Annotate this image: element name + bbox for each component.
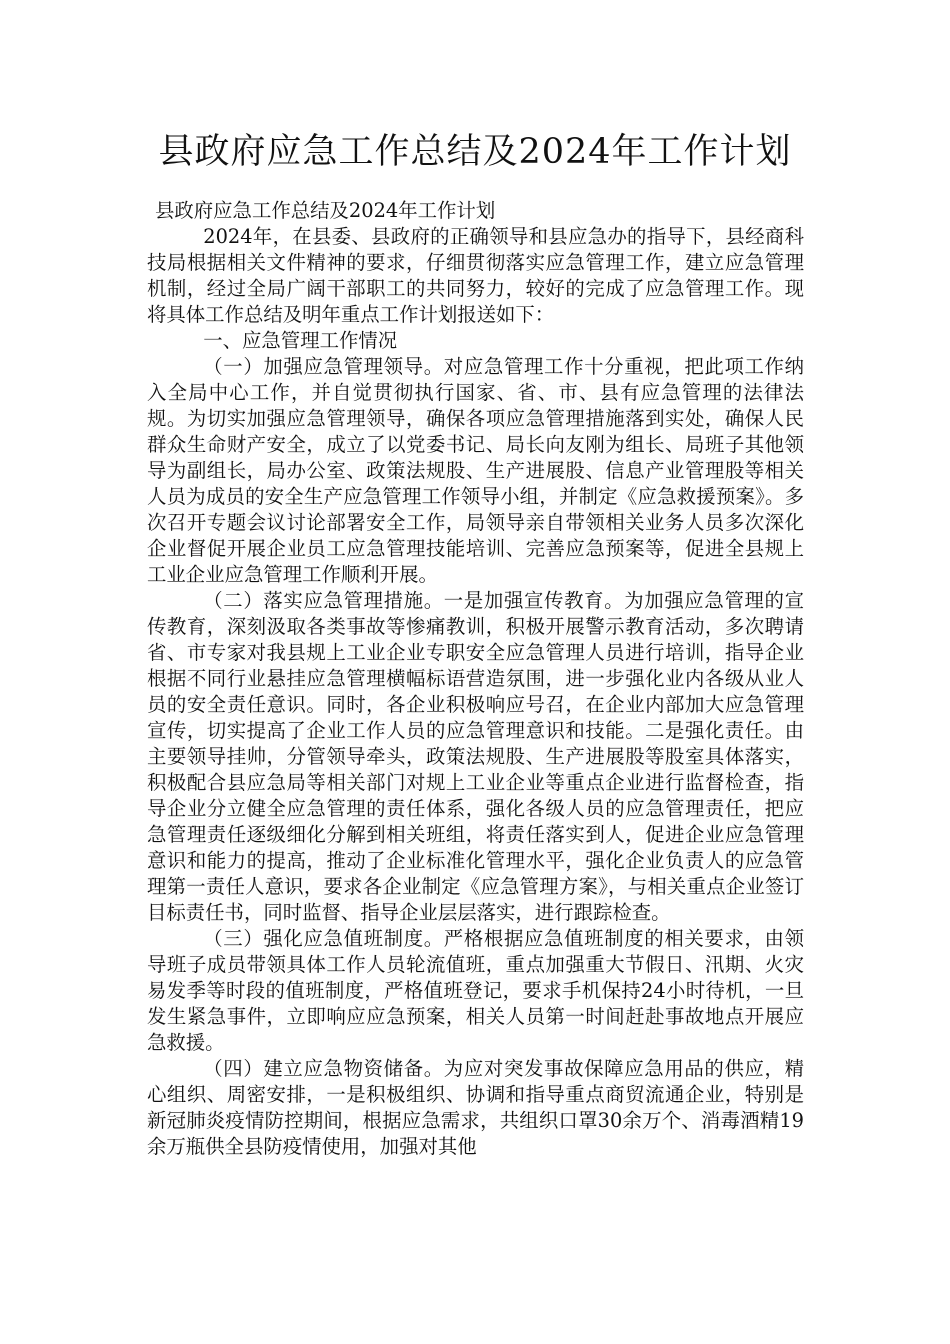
paragraph-intro: 2024年，在县委、县政府的正确领导和县应急办的指导下，县经商科技局根据相关文件精神的要求，仔细贯彻落实应急管理工作，建立应急管理机制，经过全局广阔干部职工的共同努力，较好的完成了应急管理工作。现将具体工作总结及明年重点工作计划报送如下：	[147, 225, 804, 326]
paragraph-measures: （二）落实应急管理措施。一是加强宣传教育。为加强应急管理的宣传教育，深刻汲取各类事故等惨痛教训，积极开展警示教育活动，多次聘请省、市专家对我县规上工业企业专职安全应急管理人员进行培训，指导企业根据不同行业悬挂应急管理横幅标语营造氛围，进一步强化业内各级从业人员的安全责任意识。同时，各企业积极响应号召，在企业内部加大应急管理宣传，切实提高了企业工作人员的应急管理意识和技能。二是强化责任。由主要领导挂帅，分管领导牵头，政策法规股、生产进展股等股室具体落实，积极配合县应急局等相关部门对规上工业企业等重点企业进行监督检查，指导企业分立健全应急管理的责任体系，强化各级人员的应急管理责任，把应急管理责任逐级细化分解到相关班组，将责任落实到人，促进企业应急管理意识和能力的提高，推动了企业标准化管理水平，强化企业负责人的应急管理第一责任人意识，要求各企业制定《应急管理方案》，与相关重点企业签订目标责任书，同时监督、指导企业层层落实，进行跟踪检查。	[147, 589, 804, 924]
paragraph-duty-system: （三）强化应急值班制度。严格根据应急值班制度的相关要求，由领导班子成员带领具体工作人员轮流值班，重点加强重大节假日、汛期、火灾易发季等时段的值班制度，严格值班登记，要求手机保持24小时待机，一旦发生紧急事件，立即响应应急预案，相关人员第一时间赶赴事故地点开展应急救援。	[147, 927, 804, 1054]
paragraph-leadership: （一）加强应急管理领导。对应急管理工作十分重视，把此项工作纳入全局中心工作，并自觉贯彻执行国家、省、市、县有应急管理的法律法规。为切实加强应急管理领导，确保各项应急管理措施落到实处，确保人民群众生命财产安全，成立了以党委书记、局长向友刚为组长、局班子其他领导为副组长，局办公室、政策法规股、生产进展股、信息产业管理股等相关人员为成员的安全生产应急管理工作领导小组，并制定《应急救援预案》。多次召开专题会议讨论部署安全工作，局领导亲自带领相关业务人员多次深化企业督促开展企业员工应急管理技能培训、完善应急预案等，促进全县规上工业企业应急管理工作顺利开展。	[147, 355, 804, 586]
paragraph-material-reserve: （四）建立应急物资储备。为应对突发事故保障应急用品的供应，精心组织、周密安排，一是积极组织、协调和指导重点商贸流通企业，特别是新冠肺炎疫情防控期间，根据应急需求，共组织口罩30余万个、消毒酒精19余万瓶供全县防疫情使用，加强对其他	[147, 1057, 804, 1158]
section-heading-1: 一、应急管理工作情况	[203, 329, 398, 352]
document-body	[147, 198, 804, 1160]
document-subtitle: 县政府应急工作总结及2024年工作计划	[155, 199, 496, 222]
document-title: 县政府应急工作总结及2024年工作计划	[158, 132, 792, 172]
